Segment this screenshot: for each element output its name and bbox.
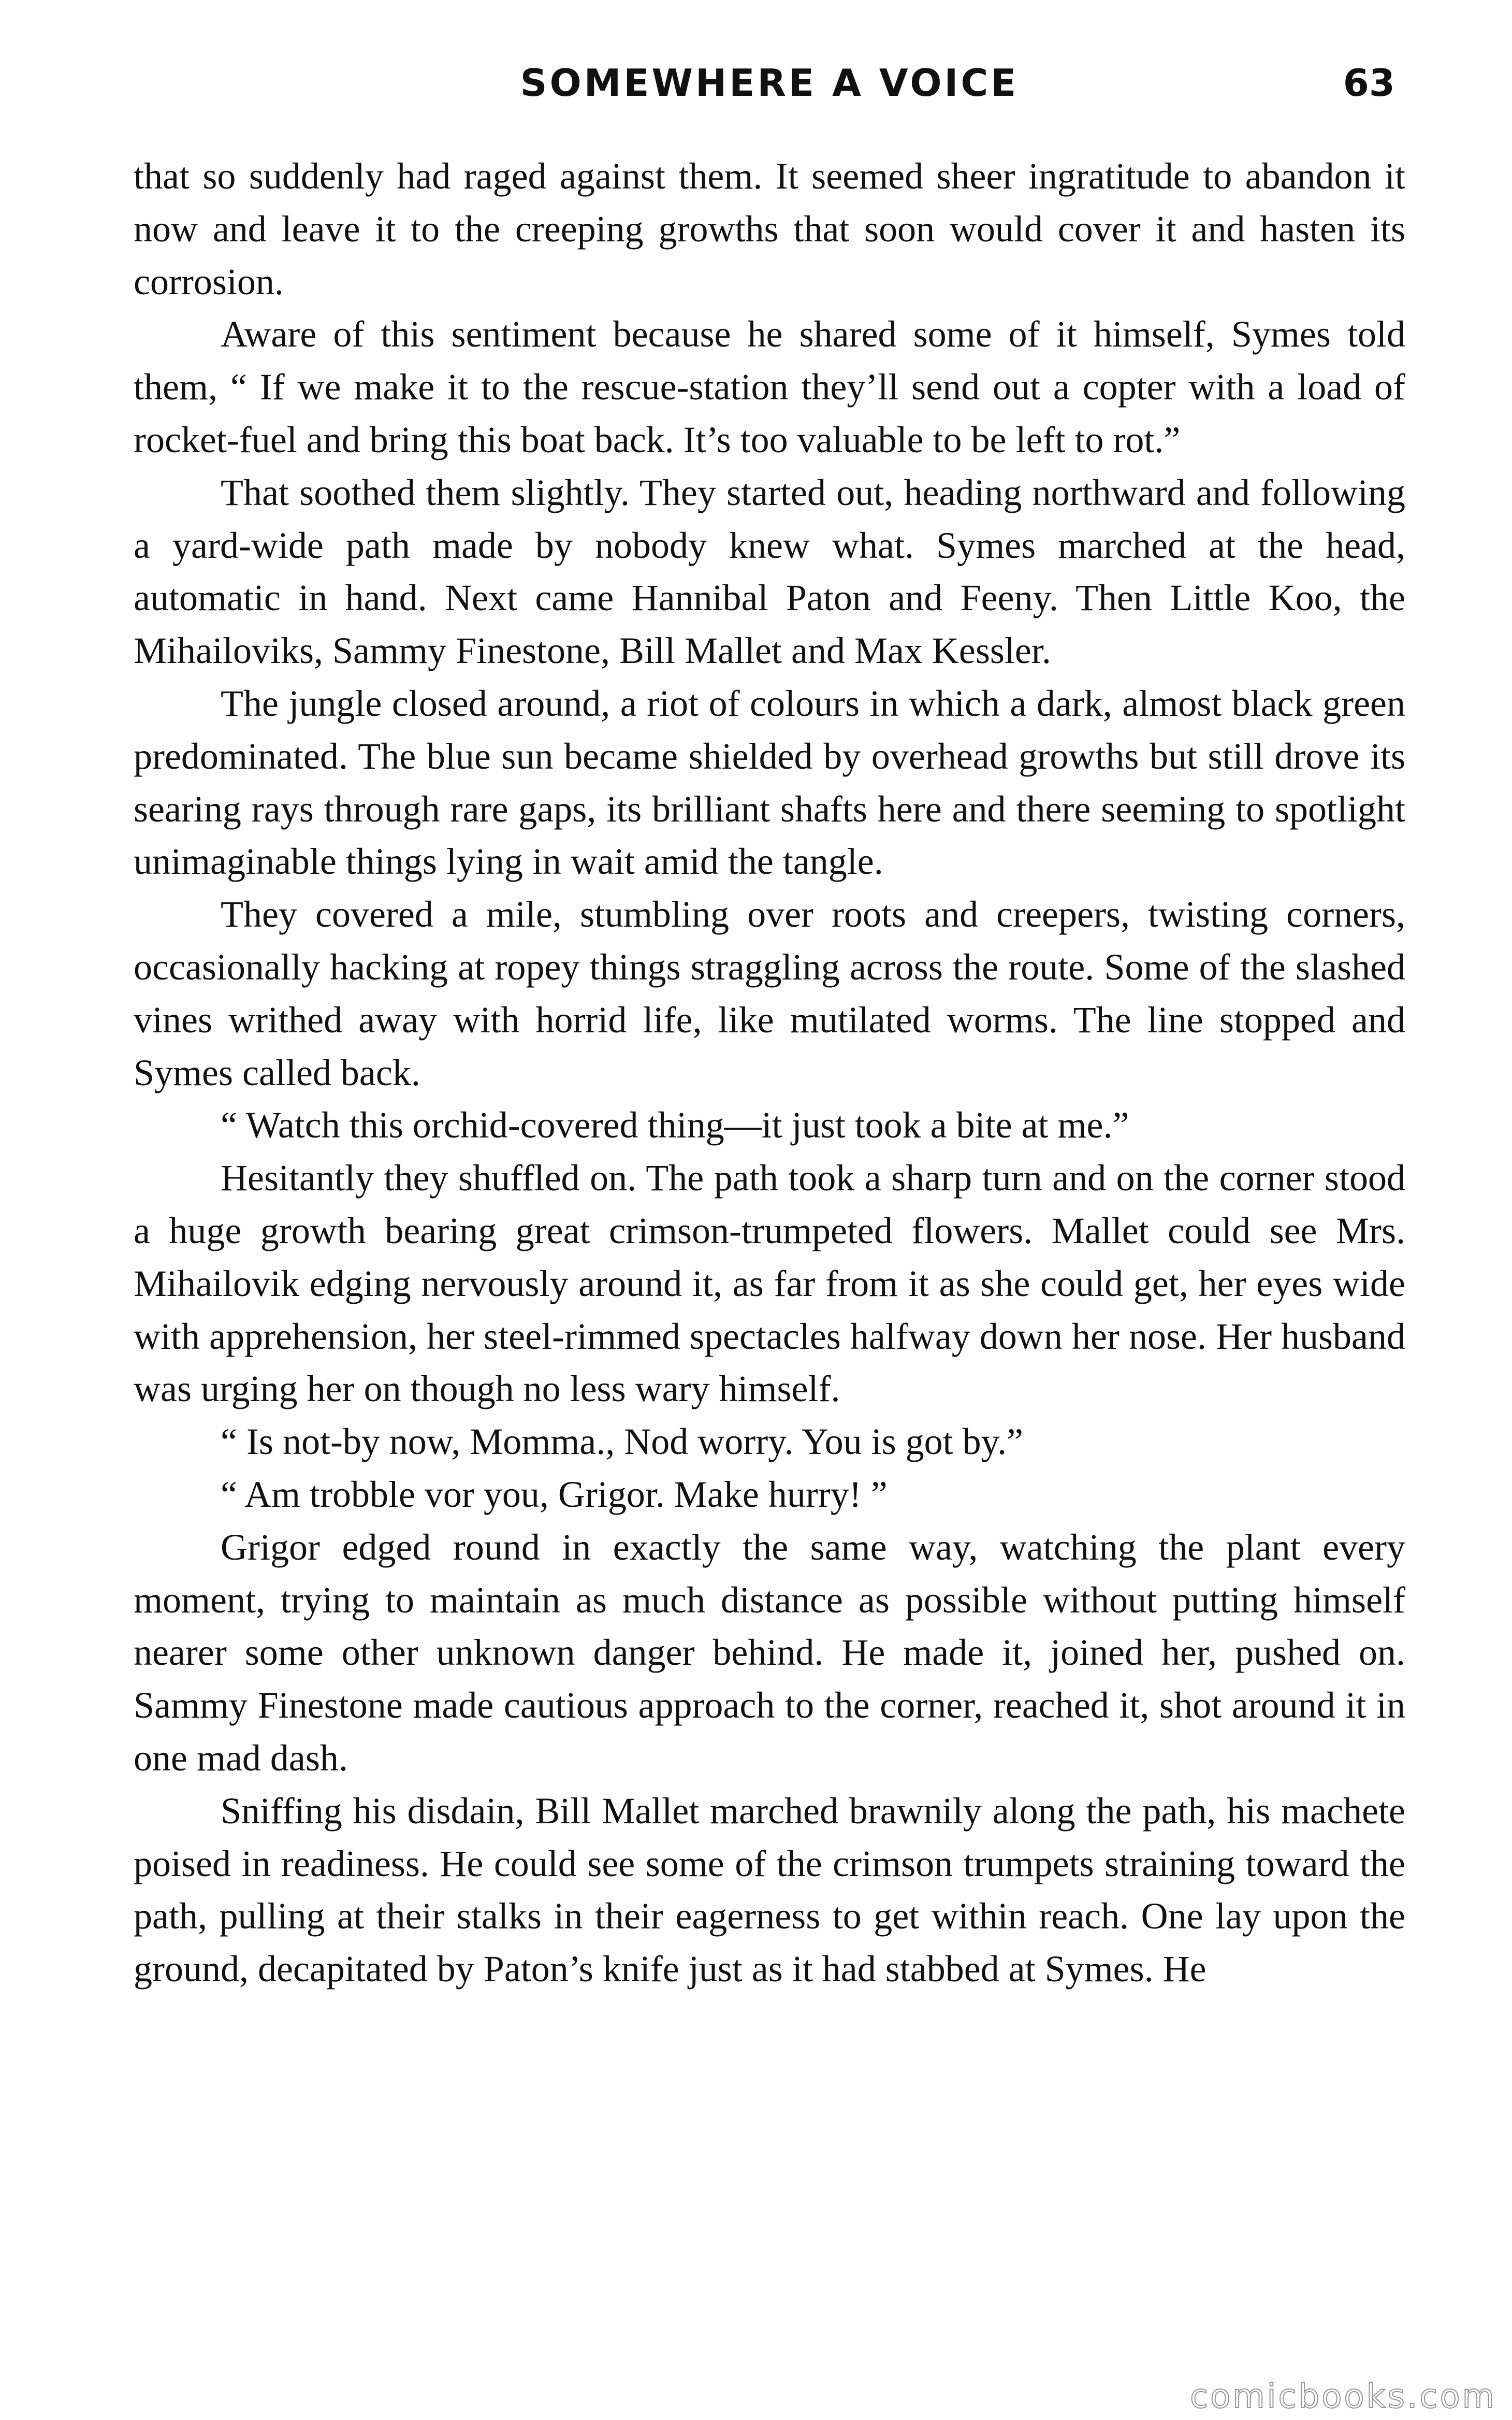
paragraph-8: “ Is not-by now, Momma., Nod worry. You is got by.”	[221, 1421, 1023, 1463]
paragraph-9: “ Am trobble vor you, Grigor. Make hurry! ”	[221, 1473, 888, 1515]
running-head	[134, 52, 1405, 119]
paragraph-4: The jungle closed around, a riot of colours in which a dark, almost black green predominated. The blue sun became shielded by overhead growths but still drove its searing rays through rare gaps, its brilliant shafts here and there seeming to spotlight unimaginable things lying in wait amid the tangle.	[134, 682, 1405, 883]
paragraph-10: Grigor edged round in exactly the same way, watching the plant every moment, trying to maintain as much distance as possible without putting himself nearer some other unknown danger behind. He made it, joined her, pushed on. Sammy Finestone made cautious approach to the corner, reached it, shot around it in one mad dash.	[134, 1526, 1405, 1779]
paragraph-2: Aware of this sentiment because he shared some of it himself, Symes told them, “ If we make it to the rescue-station they’ll send out a copter with a load of rocket-fuel and bring this boat back. It’s too valuable to be left to rot.”	[134, 313, 1405, 460]
paragraph-11: Sniffing his disdain, Bill Mallet marched brawnily along the path, his machete poised in readiness. He could see some of the crimson trumpets straining toward the path, pulling at their stalks in their eagerness to get within reach. One lay upon the ground, decapitated by Paton’s knife just as it had stabbed at Symes. He	[134, 1790, 1405, 1990]
book-page	[134, 52, 1405, 2393]
page-number: 63	[1343, 61, 1395, 105]
paragraph-5: They covered a mile, stumbling over roots and creepers, twisting corners, occasionally hacking at ropey things straggling across the route. Some of the slashed vines writhed away with horrid life, like mutilated worms. The line stopped and Symes called back.	[134, 894, 1405, 1093]
body-text	[134, 150, 1405, 1996]
chapter-title: SOMEWHERE A VOICE	[520, 61, 1019, 105]
paragraph-1: that so suddenly had raged against them. It seemed sheer ingratitude to abandon it now and leave it to the creeping growths that soon would cover it and hasten its corrosion.	[134, 155, 1405, 302]
paragraph-3: That soothed them slightly. They started out, heading northward and following a yard-wide path made by nobody knew what. Symes marched at the head, automatic in hand. Next came Hannibal Paton and Feeny. Then Little Koo, the Mihailoviks, Sammy Finestone, Bill Mallet and Max Kessler.	[134, 471, 1405, 672]
paragraph-7: Hesitantly they shuffled on. The path took a sharp turn and on the corner stood a huge growth bearing great crimson-trumpeted flowers. Mallet could see Mrs. Mihailovik edging nervously around it, as far from it as she could get, her eyes wide with apprehension, her steel-rimmed spectacles halfway down her nose. Her husband was urging her on though no less wary himself.	[134, 1157, 1405, 1410]
paragraph-6: “ Watch this orchid-covered thing—it just took a bite at me.”	[221, 1104, 1129, 1146]
watermark: comicbooks.com	[1189, 2378, 1496, 2416]
